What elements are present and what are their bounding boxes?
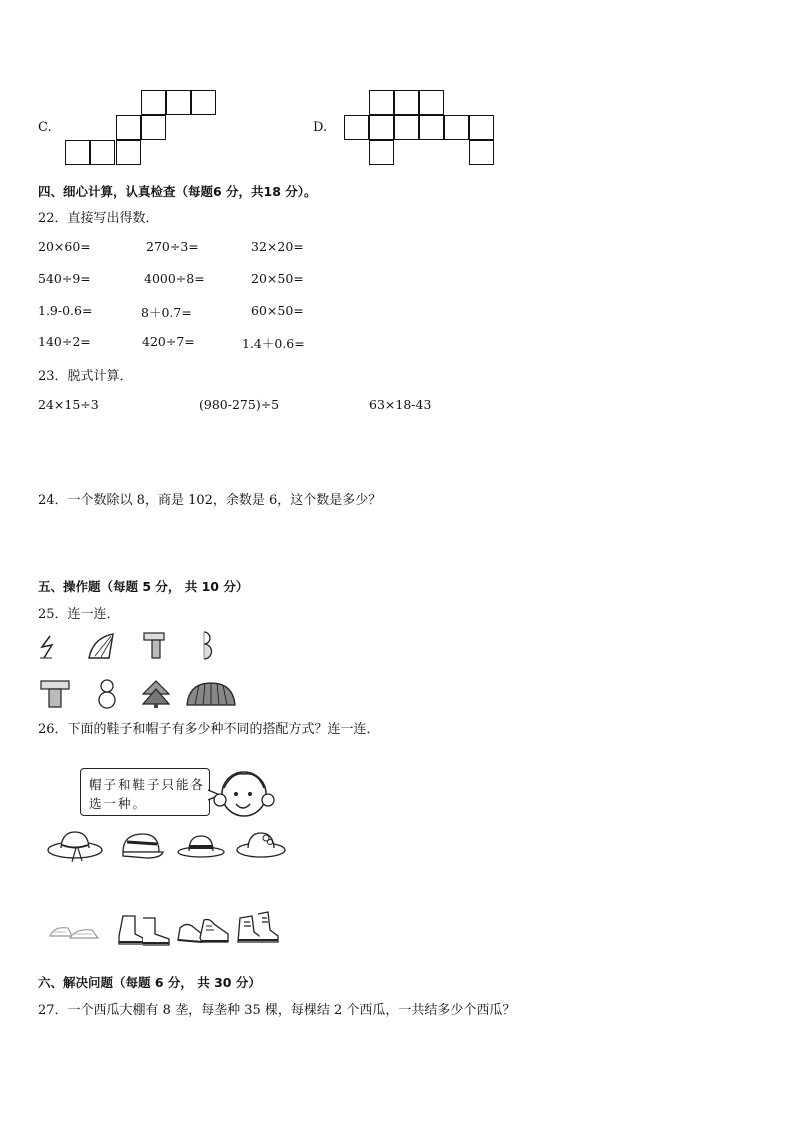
q22-problem: 140÷2= xyxy=(38,334,91,349)
fedora-hat-icon xyxy=(177,832,225,860)
q22-problem: 540÷9= xyxy=(38,271,91,286)
flower-hat-icon xyxy=(236,828,286,860)
partial-snowman-icon xyxy=(196,631,212,661)
boots-icon xyxy=(117,912,173,948)
q27-text: 27．一个西瓜大棚有 8 垄，每垄种 35 棵，每棵结 2 个西瓜，一共结多少个西瓜？ xyxy=(38,1003,516,1018)
net-d-cell xyxy=(419,90,444,115)
q24-text: 24．一个数除以 8，商是 102，余数是 6，这个数是多少？ xyxy=(38,493,382,508)
q22-problem: 1.4＋0.6= xyxy=(242,336,305,351)
net-d-cell xyxy=(344,115,369,140)
net-d-cell xyxy=(394,115,419,140)
sandals-icon xyxy=(48,918,100,944)
net-d-cell xyxy=(369,115,394,140)
umbrella-icon xyxy=(185,681,237,707)
tree-icon xyxy=(141,680,171,708)
net-c-cell xyxy=(166,90,191,115)
sun-hat-icon xyxy=(46,828,104,864)
net-c-cell xyxy=(191,90,216,115)
net-d-cell xyxy=(419,115,444,140)
speech-bubble: 帽子和鞋子只能各选一种。 xyxy=(80,768,210,816)
net-c-cell xyxy=(141,90,166,115)
net-c-cell xyxy=(116,140,141,165)
net-c-cell xyxy=(116,115,141,140)
q22-problem: 270÷3= xyxy=(146,239,199,254)
q25-title: 25．连一连． xyxy=(38,607,120,622)
net-d-cell xyxy=(369,90,394,115)
section-6-heading: 六、解决问题（每题 6 分， 共 30 分） xyxy=(38,975,261,990)
net-c-cell xyxy=(90,140,115,165)
high-top-sneakers-icon xyxy=(236,910,280,946)
q23-problem: 63×18-43 xyxy=(369,397,432,412)
net-c-cell xyxy=(65,140,90,165)
net-d-cell xyxy=(444,115,469,140)
q22-problem: 60×50= xyxy=(251,303,304,318)
sneakers-icon xyxy=(176,914,230,946)
net-d-cell xyxy=(469,115,494,140)
net-d-cell xyxy=(369,140,394,165)
section-4-heading: 四、细心计算，认真检查（每题6 分，共18 分）。 xyxy=(38,184,317,199)
partial-lightning-icon xyxy=(38,634,58,660)
q22-problem: 420÷7= xyxy=(142,334,195,349)
section-5-heading: 五、操作题（每题 5 分， 共 10 分） xyxy=(38,579,249,594)
net-c-cell xyxy=(141,115,166,140)
snowman-icon xyxy=(96,678,118,710)
option-d-label: D. xyxy=(313,120,328,135)
q26-title: 26．下面的鞋子和帽子有多少种不同的搭配方式？连一连． xyxy=(38,722,380,737)
baseball-cap-icon xyxy=(119,830,165,862)
girl-icon xyxy=(212,762,274,826)
option-c-label: C. xyxy=(38,120,52,135)
partial-umbrella-icon xyxy=(87,632,117,660)
net-d-cell xyxy=(469,140,494,165)
table-icon xyxy=(40,680,70,708)
q22-problem: 32×20= xyxy=(251,239,304,254)
q22-problem: 20×50= xyxy=(251,271,304,286)
partial-table-icon xyxy=(143,632,167,660)
q23-title: 23．脱式计算． xyxy=(38,369,133,384)
q23-problem: 24×15÷3 xyxy=(38,397,99,412)
q22-problem: 4000÷8= xyxy=(144,271,205,286)
q22-problem: 1.9-0.6= xyxy=(38,303,93,318)
net-d-cell xyxy=(394,90,419,115)
q22-title: 22．直接写出得数． xyxy=(38,211,159,226)
q22-problem: 8＋0.7= xyxy=(141,305,192,320)
q22-problem: 20×60= xyxy=(38,239,91,254)
q23-problem: (980-275)÷5 xyxy=(199,397,280,412)
